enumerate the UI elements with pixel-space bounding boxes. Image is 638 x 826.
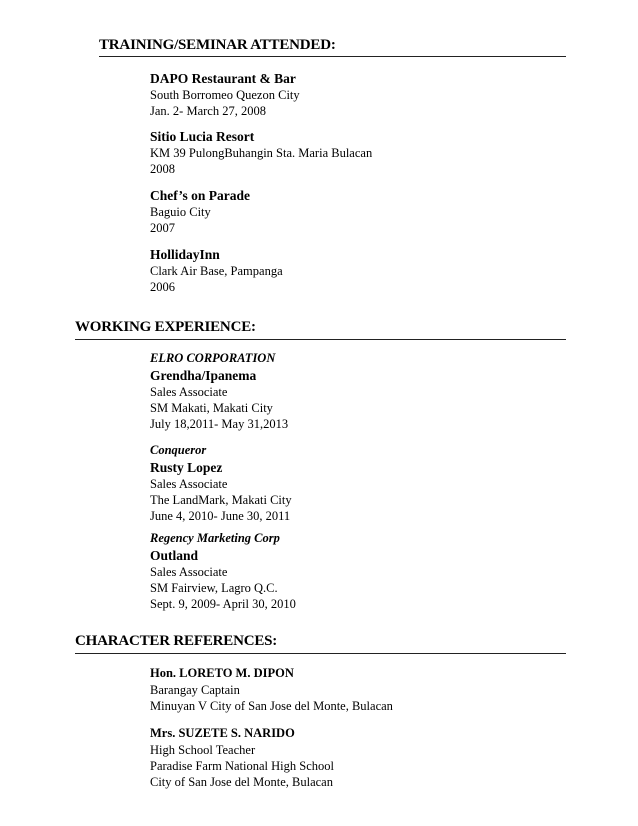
training-location: Baguio City bbox=[150, 205, 211, 219]
training-location: South Borromeo Quezon City bbox=[150, 88, 300, 102]
training-location: Clark Air Base, Pampanga bbox=[150, 264, 283, 278]
training-heading: TRAINING/SEMINAR ATTENDED: bbox=[99, 37, 336, 53]
experience-date: July 18,2011- May 31,2013 bbox=[150, 417, 289, 431]
reference-name: Hon. LORETO M. DIPON bbox=[150, 666, 294, 680]
training-date: Jan. 2- March 27, 2008 bbox=[150, 104, 266, 118]
experience-company: Conqueror bbox=[150, 443, 207, 457]
references-divider bbox=[75, 653, 566, 654]
training-item bbox=[150, 246, 283, 295]
experience-location: The LandMark, Makati City bbox=[150, 493, 292, 507]
training-divider bbox=[99, 56, 566, 57]
experience-item bbox=[150, 530, 296, 612]
experience-company: ELRO CORPORATION bbox=[150, 351, 276, 365]
reference-item bbox=[150, 725, 334, 790]
experience-brand: Outland bbox=[150, 548, 199, 563]
training-location: KM 39 PulongBuhangin Sta. Maria Bulacan bbox=[150, 146, 373, 160]
experience-brand: Grendha/Ipanema bbox=[150, 368, 257, 383]
reference-title: High School Teacher bbox=[150, 743, 256, 757]
reference-address: Minuyan V City of San Jose del Monte, Bulacan bbox=[150, 699, 393, 713]
training-name: DAPO Restaurant & Bar bbox=[150, 71, 296, 86]
references-heading: CHARACTER REFERENCES: bbox=[75, 633, 278, 649]
experience-company: Regency Marketing Corp bbox=[150, 531, 280, 545]
training-date: 2007 bbox=[150, 221, 175, 235]
reference-school: Paradise Farm National High School bbox=[150, 759, 334, 773]
experience-location: SM Makati, Makati City bbox=[150, 401, 273, 415]
training-item bbox=[150, 70, 300, 119]
experience-item bbox=[150, 350, 288, 432]
training-item bbox=[150, 187, 250, 236]
experience-divider bbox=[75, 339, 566, 340]
experience-position: Sales Associate bbox=[150, 385, 228, 399]
reference-title: Barangay Captain bbox=[150, 683, 240, 697]
experience-position: Sales Associate bbox=[150, 477, 228, 491]
training-name: Chef’s on Parade bbox=[150, 188, 250, 203]
experience-location: SM Fairview, Lagro Q.C. bbox=[150, 581, 278, 595]
training-name: Sitio Lucia Resort bbox=[150, 129, 255, 144]
training-item bbox=[150, 128, 372, 177]
training-date: 2008 bbox=[150, 162, 175, 176]
experience-position: Sales Associate bbox=[150, 565, 228, 579]
reference-item bbox=[150, 665, 393, 714]
reference-name: Mrs. SUZETE S. NARIDO bbox=[150, 726, 295, 740]
experience-brand: Rusty Lopez bbox=[150, 460, 223, 475]
experience-item bbox=[150, 442, 292, 524]
reference-address: City of San Jose del Monte, Bulacan bbox=[150, 775, 333, 789]
training-name: HollidayInn bbox=[150, 247, 220, 262]
experience-date: Sept. 9, 2009- April 30, 2010 bbox=[150, 597, 296, 611]
experience-heading: WORKING EXPERIENCE: bbox=[75, 319, 256, 335]
experience-date: June 4, 2010- June 30, 2011 bbox=[150, 509, 291, 523]
training-date: 2006 bbox=[150, 280, 175, 294]
